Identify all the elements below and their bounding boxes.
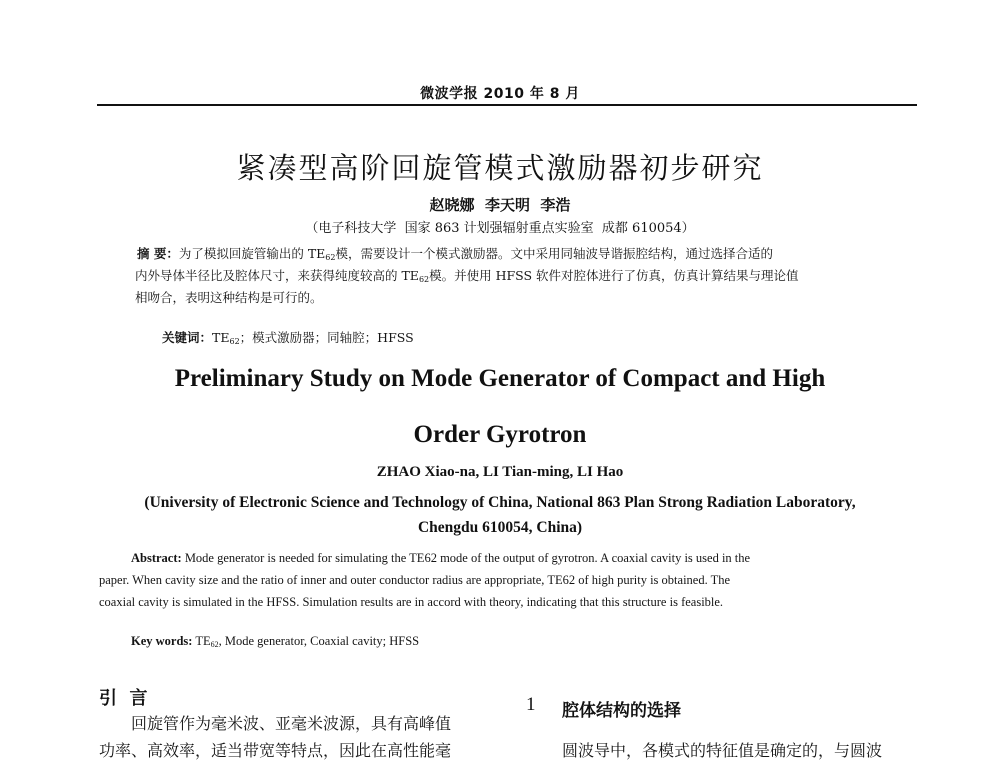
authors-en: ZHAO Xiao-na, LI Tian-ming, LI Hao	[376, 464, 624, 480]
affiliation-en-line1: (University of Electronic Science and Technology of China, National 863 Plan Strong Radiation Laboratory,	[144, 494, 856, 511]
abstract-cn	[135, 243, 919, 309]
subscript: 62	[325, 253, 336, 262]
keywords-cn-text: TE	[212, 330, 230, 345]
journal-header: 微波学报 2010 年 8 月	[420, 86, 580, 102]
abstract-cn-line: 相吻合，表明这种结构是可行的。	[135, 290, 323, 305]
affiliation-en-line2: Chengdu 610054, China)	[417, 519, 583, 536]
cavity-line1: 圆波导中，各模式的特征值是确定的，与圆波	[562, 741, 883, 760]
abstract-cn-text: 内外导体半径比及腔体尺寸，来获得纯度较高的 TE	[135, 268, 419, 283]
header-rule	[97, 104, 917, 106]
keywords-en-label: Key words:	[131, 634, 193, 648]
abstract-en-line: paper. When cavity size and the ratio of inner and outer conductor radius are appropriate, TE62 of high purity is obtained. The	[99, 573, 731, 587]
section-heading-cavity: 腔体结构的选择	[562, 701, 681, 721]
title-cn: 紧凑型高阶回旋管模式激励器初步研究	[236, 151, 764, 185]
abstract-cn-text: 模。并使用 HFSS 软件对腔体进行了仿真，仿真计算结果与理论值	[429, 268, 799, 283]
keywords-en	[131, 630, 419, 652]
abstract-en-line	[99, 547, 919, 569]
subscript: 62	[418, 275, 430, 284]
abstract-en-label: Abstract:	[131, 551, 182, 565]
title-en-line2: Order Gyrotron	[413, 421, 587, 448]
section-heading-intro: 引 言	[99, 688, 148, 709]
abstract-cn-label: 摘 要：	[137, 246, 179, 261]
affiliation-cn: （电子科技大学 国家 863 计划强辐射重点实验室 成都 610054）	[305, 221, 695, 236]
abstract-cn-text: 为了模拟回旋管输出的 TE	[178, 246, 326, 261]
authors-cn: 赵晓娜 李天明 李浩	[429, 196, 571, 214]
keywords-en-text: , Mode generator, Coaxial cavity; HFSS	[218, 634, 420, 648]
abstract-en	[99, 547, 919, 613]
keywords-cn	[162, 327, 414, 349]
subscript: 62	[229, 337, 240, 346]
keywords-en-text: TE	[192, 634, 211, 648]
abstract-en-text: Mode generator is needed for simulating the TE62 mode of the output of gyrotron. A coaxial cavity is used in the	[181, 551, 751, 565]
keywords-cn-label: 关键词：	[162, 330, 213, 345]
abstract-cn-text: 模，需要设计一个模式激励器。文中采用同轴波导谐振腔结构，通过选择合适的	[335, 246, 773, 261]
subscript: 62	[210, 640, 219, 649]
intro-line1: 回旋管作为毫米波、亚毫米波源，具有高峰值	[131, 714, 452, 733]
abstract-en-line: coaxial cavity is simulated in the HFSS. Simulation results are in accord with theory, indicating that this structure is feasible.	[99, 595, 724, 609]
keywords-cn-text: ；模式激励器；同轴腔；HFSS	[239, 330, 414, 345]
title-en-line1: Preliminary Study on Mode Generator of Compact and High	[174, 365, 826, 392]
section-number: 1	[526, 694, 536, 715]
intro-line2: 功率、高效率，适当带宽等特点，因此在高性能毫	[99, 741, 452, 760]
abstract-cn-line	[135, 265, 919, 287]
abstract-cn-line	[139, 243, 919, 265]
